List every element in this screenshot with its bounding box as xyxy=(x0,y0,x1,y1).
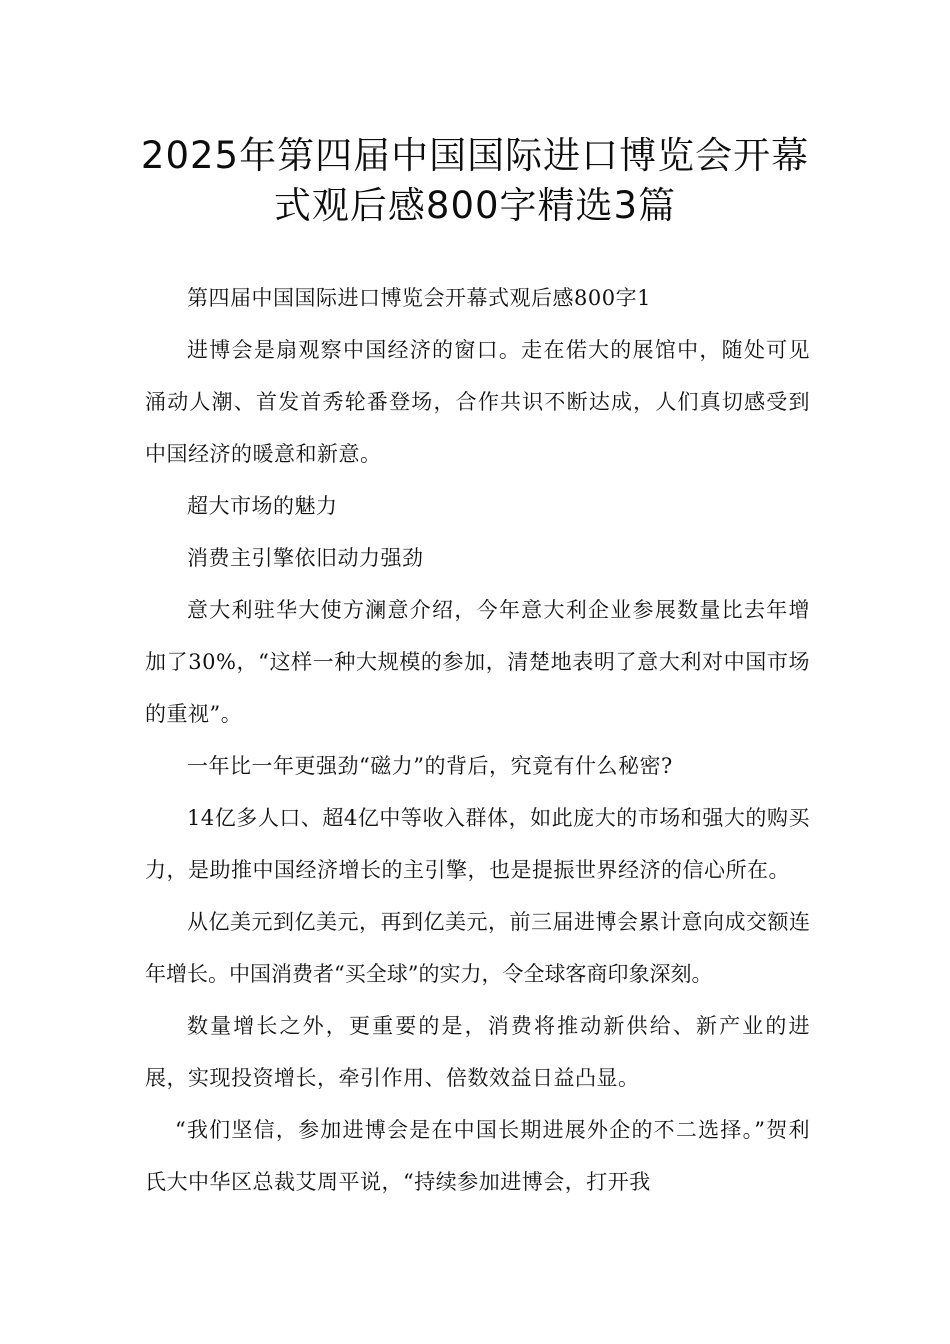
body-paragraph: “我们坚信，参加进博会是在中国长期进展外企的不二选择。”贺利氏大中华区总裁艾周平说，“持续参加进博会，打开我 xyxy=(145,1118,810,1194)
document-title-line-1: 2025年第四届中国国际进口博览会开幕 xyxy=(140,134,810,177)
body-paragraph: 进博会是扇观察中国经济的窗口。走在偌大的展馆中，随处可见涌动人潮、首发首秀轮番登场，合作共识不断达成，人们真切感受到中国经济的暖意和新意。 xyxy=(145,338,810,466)
document-body xyxy=(145,272,810,1208)
body-paragraph: 从亿美元到亿美元，再到亿美元，前三届进博会累计意向成交额连年增长。中国消费者“买全球”的实力，令全球客商印象深刻。 xyxy=(145,910,810,986)
section-heading: 第四届中国国际进口博览会开幕式观后感800字1 xyxy=(187,286,651,310)
document-title-line-2: 式观后感800字精选3篇 xyxy=(273,184,677,227)
body-paragraph: 一年比一年更强劲“磁力”的背后，究竟有什么秘密? xyxy=(187,754,673,778)
subheading: 超大市场的魅力 xyxy=(187,494,338,518)
subheading: 消费主引擎依旧动力强劲 xyxy=(187,546,424,570)
body-paragraph: 14亿多人口、超4亿中等收入群体，如此庞大的市场和强大的购买力，是助推中国经济增长的主引擎，也是提振世界经济的信心所在。 xyxy=(145,806,810,882)
body-paragraph: 意大利驻华大使方澜意介绍，今年意大利企业参展数量比去年增加了30%，“这样一种大规模的参加，清楚地表明了意大利对中国市场的重视”。 xyxy=(145,598,810,726)
body-paragraph: 数量增长之外，更重要的是，消费将推动新供给、新产业的进展，实现投资增长，牵引作用、倍数效益日益凸显。 xyxy=(145,1014,810,1090)
